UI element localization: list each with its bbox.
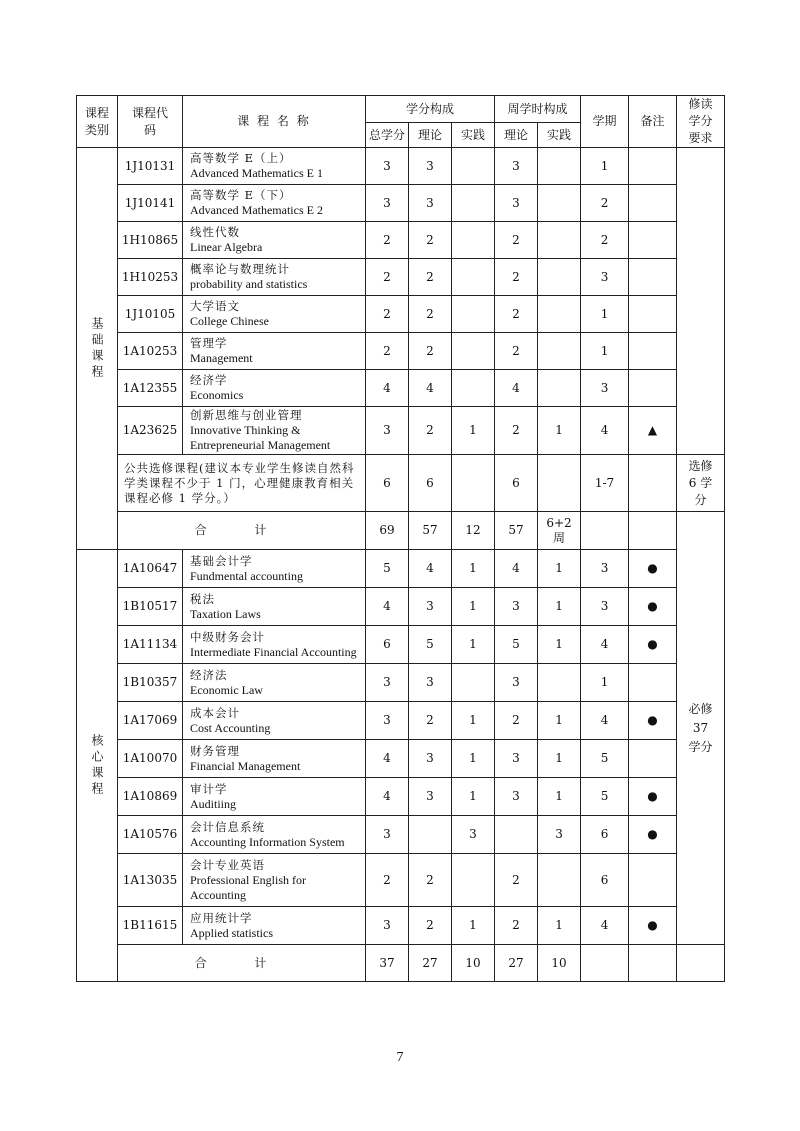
table-row xyxy=(77,455,725,512)
sum-h-theory: 27 xyxy=(495,945,538,982)
cell-total: 2 xyxy=(366,259,409,296)
table-row xyxy=(77,907,725,945)
cell-theory: 3 xyxy=(409,148,452,185)
cell-theory xyxy=(409,816,452,854)
course-name-zh: 会计专业英语 xyxy=(190,857,265,872)
cell-h-theory: 2 xyxy=(495,222,538,259)
course-code: 1A10869 xyxy=(118,778,183,816)
cell-theory: 2 xyxy=(409,333,452,370)
cell-h-practice xyxy=(538,222,581,259)
sum-remark-blank xyxy=(629,945,677,982)
cell-semester: 3 xyxy=(581,370,629,407)
course-name-zh: 基础会计学 xyxy=(190,553,253,568)
category-basic xyxy=(77,148,118,550)
cell-remark: ● xyxy=(629,816,677,854)
cell-total: 6 xyxy=(366,455,409,512)
cell-practice xyxy=(452,148,495,185)
cell-h-theory xyxy=(495,816,538,854)
cell-semester: 1 xyxy=(581,148,629,185)
category-core-label: 核心课程 xyxy=(90,733,104,798)
course-code: 1A10647 xyxy=(118,550,183,588)
cell-remark: ● xyxy=(629,907,677,945)
cell-remark: ● xyxy=(629,702,677,740)
header-practice: 实践 xyxy=(452,123,495,148)
cell-theory: 3 xyxy=(409,740,452,778)
cell-semester: 4 xyxy=(581,626,629,664)
cell-theory: 2 xyxy=(409,907,452,945)
table-row xyxy=(77,259,725,296)
cell-theory: 2 xyxy=(409,702,452,740)
course-name-zh: 经济法 xyxy=(190,667,228,682)
cell-practice: 1 xyxy=(452,907,495,945)
course-name-zh: 高等数学 E（上） xyxy=(190,151,292,165)
cell-practice xyxy=(452,296,495,333)
course-name xyxy=(183,333,366,370)
course-name xyxy=(183,702,366,740)
category-core xyxy=(77,550,118,982)
cell-theory: 4 xyxy=(409,370,452,407)
cell-total: 3 xyxy=(366,185,409,222)
table-row xyxy=(77,778,725,816)
cell-semester: 1 xyxy=(581,664,629,702)
sum-label: 合 计 xyxy=(118,945,366,982)
table-row xyxy=(77,626,725,664)
cell-practice xyxy=(452,370,495,407)
elective-description: 公共选修课程(建议本专业学生修读自然科学类课程不少于 1 门，心理健康教育相关课程必修 1 学分。） xyxy=(118,455,366,512)
cell-theory: 3 xyxy=(409,778,452,816)
requirement-blank xyxy=(677,148,725,455)
cell-h-practice xyxy=(538,296,581,333)
cell-h-theory: 2 xyxy=(495,907,538,945)
cell-h-theory: 3 xyxy=(495,778,538,816)
cell-semester: 2 xyxy=(581,185,629,222)
cell-total: 2 xyxy=(366,333,409,370)
table-row xyxy=(77,407,725,455)
cell-h-theory: 2 xyxy=(495,407,538,455)
course-name xyxy=(183,816,366,854)
category-basic-label: 基础课程 xyxy=(90,316,104,381)
course-name-zh: 大学语文 xyxy=(190,299,240,313)
cell-total: 2 xyxy=(366,222,409,259)
cell-h-theory: 3 xyxy=(495,740,538,778)
table-row xyxy=(77,702,725,740)
cell-h-theory: 6 xyxy=(495,455,538,512)
cell-h-practice xyxy=(538,333,581,370)
cell-total: 2 xyxy=(366,296,409,333)
course-name xyxy=(183,222,366,259)
course-code: 1B10357 xyxy=(118,664,183,702)
cell-semester: 4 xyxy=(581,907,629,945)
cell-h-practice xyxy=(538,185,581,222)
cell-semester: 3 xyxy=(581,259,629,296)
cell-remark xyxy=(629,455,677,512)
course-code: 1A12355 xyxy=(118,370,183,407)
cell-practice xyxy=(452,455,495,512)
course-name xyxy=(183,664,366,702)
cell-h-practice: 1 xyxy=(538,740,581,778)
course-name-zh: 经济学 xyxy=(190,373,228,387)
table-row xyxy=(77,740,725,778)
cell-theory: 6 xyxy=(409,455,452,512)
header-name: 课 程 名 称 xyxy=(183,96,366,148)
cell-remark xyxy=(629,370,677,407)
course-code: 1B10517 xyxy=(118,588,183,626)
cell-total: 6 xyxy=(366,626,409,664)
cell-h-practice: 3 xyxy=(538,816,581,854)
course-name xyxy=(183,588,366,626)
cell-practice: 1 xyxy=(452,550,495,588)
cell-h-practice: 1 xyxy=(538,550,581,588)
page-number: 7 xyxy=(396,1050,404,1065)
course-code: 1J10141 xyxy=(118,185,183,222)
cell-h-practice: 1 xyxy=(538,907,581,945)
cell-semester: 3 xyxy=(581,588,629,626)
course-name-en: Economic Law xyxy=(190,682,263,697)
cell-semester: 4 xyxy=(581,407,629,455)
cell-h-practice xyxy=(538,259,581,296)
cell-theory: 2 xyxy=(409,296,452,333)
course-name-zh: 税法 xyxy=(190,591,215,606)
course-name xyxy=(183,740,366,778)
cell-remark: ● xyxy=(629,550,677,588)
course-code: 1H10865 xyxy=(118,222,183,259)
cell-remark xyxy=(629,185,677,222)
sum-practice: 10 xyxy=(452,945,495,982)
sum-semester-blank xyxy=(581,945,629,982)
course-code: 1J10131 xyxy=(118,148,183,185)
table-row xyxy=(77,148,725,185)
cell-semester: 3 xyxy=(581,550,629,588)
course-name xyxy=(183,778,366,816)
course-name-zh: 创新思维与创业管理 xyxy=(190,408,303,422)
cell-h-practice xyxy=(538,148,581,185)
cell-practice xyxy=(452,185,495,222)
table-row xyxy=(77,588,725,626)
cell-total: 4 xyxy=(366,778,409,816)
table-row xyxy=(77,854,725,907)
header-total-credits: 总学分 xyxy=(366,123,409,148)
cell-remark xyxy=(629,148,677,185)
table-row xyxy=(77,333,725,370)
cell-total: 3 xyxy=(366,407,409,455)
course-name-zh: 会计信息系统 xyxy=(190,819,265,834)
course-name-zh: 应用统计学 xyxy=(190,910,253,925)
cell-remark: ▲ xyxy=(629,407,677,455)
cell-total: 4 xyxy=(366,740,409,778)
cell-h-practice xyxy=(538,455,581,512)
cell-remark xyxy=(629,296,677,333)
cell-total: 4 xyxy=(366,370,409,407)
cell-h-theory: 2 xyxy=(495,296,538,333)
cell-semester: 2 xyxy=(581,222,629,259)
course-name-en: Advanced Mathematics E 1 xyxy=(190,166,323,180)
sum-h-practice: 10 xyxy=(538,945,581,982)
header-theory: 理论 xyxy=(409,123,452,148)
cell-h-theory: 5 xyxy=(495,626,538,664)
cell-theory: 4 xyxy=(409,550,452,588)
cell-total: 3 xyxy=(366,816,409,854)
cell-theory: 3 xyxy=(409,588,452,626)
cell-practice xyxy=(452,222,495,259)
cell-h-practice: 1 xyxy=(538,702,581,740)
cell-h-theory: 2 xyxy=(495,702,538,740)
sum-h-practice: 6+2 周 xyxy=(538,512,581,550)
course-name xyxy=(183,259,366,296)
sum-requirement-blank xyxy=(677,945,725,982)
course-name xyxy=(183,407,366,455)
cell-remark xyxy=(629,333,677,370)
table-row xyxy=(77,370,725,407)
sum-h-theory: 57 xyxy=(495,512,538,550)
cell-remark: ● xyxy=(629,588,677,626)
cell-semester: 6 xyxy=(581,854,629,907)
header-hours-group: 周学时构成 xyxy=(495,96,581,123)
cell-practice: 1 xyxy=(452,778,495,816)
cell-semester: 5 xyxy=(581,740,629,778)
cell-h-theory: 3 xyxy=(495,588,538,626)
course-name-en: Accounting Information System xyxy=(190,834,345,849)
course-name xyxy=(183,185,366,222)
cell-h-practice: 1 xyxy=(538,407,581,455)
header-code: 课程代码 xyxy=(118,96,183,148)
cell-total: 3 xyxy=(366,664,409,702)
cell-theory: 3 xyxy=(409,664,452,702)
course-name-zh: 概率论与数理统计 xyxy=(190,262,290,276)
cell-theory: 3 xyxy=(409,185,452,222)
cell-practice xyxy=(452,333,495,370)
cell-theory: 5 xyxy=(409,626,452,664)
curriculum-table xyxy=(76,95,725,982)
course-name-en: Taxation Laws xyxy=(190,606,261,621)
course-code: 1J10105 xyxy=(118,296,183,333)
course-name-en: Professional English for Accounting xyxy=(190,872,306,902)
cell-h-theory: 3 xyxy=(495,664,538,702)
cell-h-practice: 1 xyxy=(538,626,581,664)
cell-h-theory: 4 xyxy=(495,370,538,407)
cell-h-theory: 2 xyxy=(495,333,538,370)
course-code: 1A10070 xyxy=(118,740,183,778)
cell-theory: 2 xyxy=(409,259,452,296)
header-requirement: 修读学分要求 xyxy=(677,96,725,148)
cell-total: 3 xyxy=(366,148,409,185)
course-name xyxy=(183,550,366,588)
table-row xyxy=(77,185,725,222)
course-name-en: Linear Algebra xyxy=(190,240,263,254)
cell-total: 3 xyxy=(366,907,409,945)
cell-total: 4 xyxy=(366,588,409,626)
cell-practice: 1 xyxy=(452,407,495,455)
course-name-en: College Chinese xyxy=(190,314,269,328)
cell-practice xyxy=(452,259,495,296)
cell-remark xyxy=(629,664,677,702)
course-code: 1A11134 xyxy=(118,626,183,664)
course-name-zh: 高等数学 E（下） xyxy=(190,188,292,202)
table-row xyxy=(77,512,725,550)
course-name-zh: 中级财务会计 xyxy=(190,629,265,644)
cell-practice: 1 xyxy=(452,588,495,626)
sum-practice: 12 xyxy=(452,512,495,550)
course-name-en: Innovative Thinking & Entrepreneurial Management xyxy=(190,423,331,452)
cell-h-theory: 3 xyxy=(495,185,538,222)
course-name xyxy=(183,148,366,185)
course-name-en: Applied statistics xyxy=(190,925,273,940)
cell-h-theory: 4 xyxy=(495,550,538,588)
table-row xyxy=(77,222,725,259)
course-code: 1A23625 xyxy=(118,407,183,455)
cell-remark: ● xyxy=(629,778,677,816)
cell-h-practice: 1 xyxy=(538,588,581,626)
cell-remark: ● xyxy=(629,626,677,664)
course-name-en: probability and statistics xyxy=(190,277,308,291)
course-code: 1A17069 xyxy=(118,702,183,740)
cell-practice: 1 xyxy=(452,740,495,778)
course-name-en: Financial Management xyxy=(190,758,301,773)
cell-remark xyxy=(629,854,677,907)
cell-practice: 1 xyxy=(452,626,495,664)
core-requirement: 必修 37 学分 xyxy=(677,512,725,945)
header-hours-practice: 实践 xyxy=(538,123,581,148)
header-remark: 备注 xyxy=(629,96,677,148)
course-code: 1A10576 xyxy=(118,816,183,854)
cell-total: 2 xyxy=(366,854,409,907)
sum-remark-blank xyxy=(629,512,677,550)
cell-semester: 1 xyxy=(581,333,629,370)
cell-semester: 1 xyxy=(581,296,629,333)
course-name-zh: 管理学 xyxy=(190,336,228,350)
cell-practice: 3 xyxy=(452,816,495,854)
cell-semester: 5 xyxy=(581,778,629,816)
sum-theory: 57 xyxy=(409,512,452,550)
cell-h-theory: 2 xyxy=(495,259,538,296)
cell-total: 3 xyxy=(366,702,409,740)
cell-theory: 2 xyxy=(409,407,452,455)
table-row xyxy=(77,816,725,854)
course-name xyxy=(183,854,366,907)
cell-remark xyxy=(629,259,677,296)
course-name-zh: 线性代数 xyxy=(190,225,240,239)
cell-practice xyxy=(452,854,495,907)
header-semester: 学期 xyxy=(581,96,629,148)
cell-h-practice xyxy=(538,370,581,407)
course-code: 1H10253 xyxy=(118,259,183,296)
sum-total: 69 xyxy=(366,512,409,550)
sum-semester-blank xyxy=(581,512,629,550)
table-row xyxy=(77,664,725,702)
cell-h-theory: 2 xyxy=(495,854,538,907)
cell-semester: 4 xyxy=(581,702,629,740)
course-code: 1A13035 xyxy=(118,854,183,907)
course-name-zh: 成本会计 xyxy=(190,705,240,720)
course-name-en: Intermediate Financial Accounting xyxy=(190,644,357,659)
cell-remark xyxy=(629,222,677,259)
course-name-en: Fundmental accounting xyxy=(190,568,303,583)
header-category: 课程类别 xyxy=(77,96,118,148)
course-name-zh: 财务管理 xyxy=(190,743,240,758)
course-name-en: Management xyxy=(190,351,253,365)
cell-theory: 2 xyxy=(409,222,452,259)
cell-semester: 1-7 xyxy=(581,455,629,512)
table-body xyxy=(77,148,725,982)
header-hours-theory: 理论 xyxy=(495,123,538,148)
cell-practice xyxy=(452,664,495,702)
course-code: 1A10253 xyxy=(118,333,183,370)
course-name-en: Cost Accounting xyxy=(190,720,271,735)
course-name-zh: 审计学 xyxy=(190,781,228,796)
sum-theory: 27 xyxy=(409,945,452,982)
course-name xyxy=(183,370,366,407)
course-name-en: Auditiing xyxy=(190,796,237,811)
cell-remark xyxy=(629,740,677,778)
cell-practice: 1 xyxy=(452,702,495,740)
course-name xyxy=(183,296,366,333)
table-row xyxy=(77,945,725,982)
table-row xyxy=(77,550,725,588)
course-name xyxy=(183,907,366,945)
header-credits-group: 学分构成 xyxy=(366,96,495,123)
cell-total: 5 xyxy=(366,550,409,588)
cell-theory: 2 xyxy=(409,854,452,907)
course-name-en: Economics xyxy=(190,388,244,402)
sum-total: 37 xyxy=(366,945,409,982)
cell-h-practice xyxy=(538,664,581,702)
cell-h-theory: 3 xyxy=(495,148,538,185)
table-row xyxy=(77,296,725,333)
course-name xyxy=(183,626,366,664)
elective-requirement: 选修 6 学分 xyxy=(677,455,725,512)
course-name-en: Advanced Mathematics E 2 xyxy=(190,203,323,217)
cell-h-practice xyxy=(538,854,581,907)
cell-h-practice: 1 xyxy=(538,778,581,816)
cell-semester: 6 xyxy=(581,816,629,854)
course-code: 1B11615 xyxy=(118,907,183,945)
sum-label: 合 计 xyxy=(118,512,366,550)
